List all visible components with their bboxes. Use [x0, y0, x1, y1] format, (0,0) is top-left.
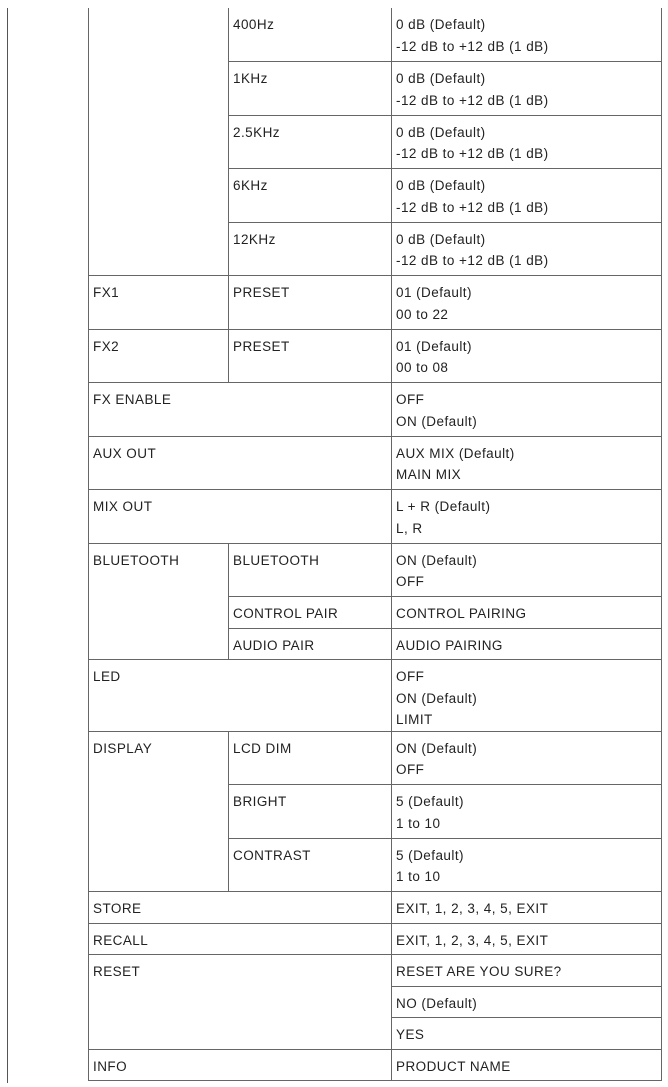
- table-row: [89, 660, 662, 732]
- value-line: L + R (Default): [396, 499, 491, 514]
- value-cell: [392, 543, 662, 597]
- value-cell: [392, 838, 662, 892]
- value-line: OFF: [396, 574, 425, 589]
- menu-cell: RESET: [89, 955, 392, 1050]
- table-row: [89, 892, 662, 924]
- menu-cell: FX2: [89, 329, 229, 383]
- table-row: [89, 923, 662, 955]
- submenu-cell: PRESET: [229, 329, 392, 383]
- table-row: [89, 8, 662, 62]
- value-cell: [392, 785, 662, 839]
- value-cell: [392, 8, 662, 62]
- value-cell: [392, 1049, 662, 1081]
- value-line: 1 to 10: [396, 815, 441, 831]
- menu-cell: MIX OUT: [89, 490, 392, 544]
- table-row: [89, 383, 662, 437]
- submenu-cell: BLUETOOTH: [229, 543, 392, 597]
- submenu-cell: CONTROL PAIR: [229, 597, 392, 629]
- page-left-rule: [7, 8, 8, 1083]
- menu-cell: [89, 8, 229, 276]
- value-line: 5 (Default): [396, 847, 464, 863]
- value-line: -12 dB to +12 dB (1 dB): [396, 92, 549, 108]
- submenu-cell: LCD DIM: [229, 731, 392, 785]
- menu-cell: INFO: [89, 1049, 392, 1081]
- value-line: ON (Default): [396, 740, 478, 756]
- menu-cell: DISPLAY: [89, 731, 229, 892]
- menu-cell: STORE: [89, 892, 392, 924]
- value-line: 0 dB (Default): [396, 231, 486, 247]
- value-cell: [392, 62, 662, 116]
- submenu-cell: CONTRAST: [229, 838, 392, 892]
- value-line: YES: [396, 1027, 425, 1042]
- value-cell: [392, 329, 662, 383]
- table-row: [89, 276, 662, 330]
- value-cell: [392, 222, 662, 276]
- value-line: 0 dB (Default): [396, 178, 486, 193]
- value-line: MAIN MIX: [396, 467, 462, 482]
- value-cell: [392, 383, 662, 437]
- value-cell: [392, 276, 662, 330]
- value-line: EXIT, 1, 2, 3, 4, 5, EXIT: [396, 901, 549, 916]
- value-cell: [392, 628, 662, 660]
- value-cell: [392, 1018, 662, 1050]
- menu-cell: FX1: [89, 276, 229, 330]
- submenu-cell: BRIGHT: [229, 785, 392, 839]
- submenu-cell: 12KHz: [229, 222, 392, 276]
- value-line: ON (Default): [396, 690, 478, 706]
- value-cell: [392, 597, 662, 629]
- table-row: [89, 543, 662, 597]
- value-line: OFF: [396, 392, 425, 407]
- value-line: NO (Default): [396, 995, 478, 1011]
- value-line: -12 dB to +12 dB (1 dB): [396, 253, 549, 268]
- menu-settings-table: [88, 8, 662, 1081]
- table-row: [89, 329, 662, 383]
- value-line: L, R: [396, 520, 423, 536]
- value-line: OFF: [396, 762, 425, 777]
- value-line: 0 dB (Default): [396, 17, 486, 32]
- value-line: 01 (Default): [396, 338, 472, 354]
- table-row: [89, 955, 662, 987]
- value-line: ON (Default): [396, 552, 478, 568]
- value-cell: [392, 115, 662, 169]
- submenu-cell: AUDIO PAIR: [229, 628, 392, 660]
- value-cell: [392, 169, 662, 223]
- table-row: [89, 490, 662, 544]
- value-line: OFF: [396, 669, 425, 684]
- table-row: [89, 731, 662, 785]
- table-row: [89, 436, 662, 490]
- menu-cell: FX ENABLE: [89, 383, 392, 437]
- value-line: 0 dB (Default): [396, 124, 486, 140]
- menu-cell: AUX OUT: [89, 436, 392, 490]
- menu-cell: RECALL: [89, 923, 392, 955]
- value-cell: [392, 955, 662, 987]
- menu-cell: LED: [89, 660, 392, 732]
- table-row: [89, 1049, 662, 1081]
- value-cell: [392, 892, 662, 924]
- value-line: AUDIO PAIRING: [396, 637, 503, 653]
- value-line: 5 (Default): [396, 794, 464, 809]
- value-line: -12 dB to +12 dB (1 dB): [396, 199, 549, 215]
- value-line: -12 dB to +12 dB (1 dB): [396, 146, 549, 161]
- value-cell: [392, 731, 662, 785]
- value-line: ON (Default): [396, 413, 478, 429]
- value-line: 0 dB (Default): [396, 71, 486, 86]
- submenu-cell: 1KHz: [229, 62, 392, 116]
- value-line: 00 to 22: [396, 306, 449, 322]
- menu-cell: BLUETOOTH: [89, 543, 229, 660]
- value-line: 00 to 08: [396, 360, 449, 375]
- value-line: LIMIT: [396, 712, 433, 727]
- value-line: AUX MIX (Default): [396, 445, 515, 461]
- value-line: RESET ARE YOU SURE?: [396, 964, 562, 979]
- submenu-cell: 400Hz: [229, 8, 392, 62]
- value-cell: [392, 436, 662, 490]
- submenu-cell: 6KHz: [229, 169, 392, 223]
- value-cell: [392, 490, 662, 544]
- submenu-cell: PRESET: [229, 276, 392, 330]
- value-cell: [392, 986, 662, 1018]
- value-line: PRODUCT NAME: [396, 1058, 511, 1074]
- value-line: EXIT, 1, 2, 3, 4, 5, EXIT: [396, 932, 549, 948]
- value-line: 1 to 10: [396, 869, 441, 884]
- value-cell: [392, 923, 662, 955]
- value-line: 01 (Default): [396, 285, 472, 300]
- value-line: -12 dB to +12 dB (1 dB): [396, 38, 549, 54]
- submenu-cell: 2.5KHz: [229, 115, 392, 169]
- value-cell: [392, 660, 662, 732]
- value-line: CONTROL PAIRING: [396, 606, 527, 621]
